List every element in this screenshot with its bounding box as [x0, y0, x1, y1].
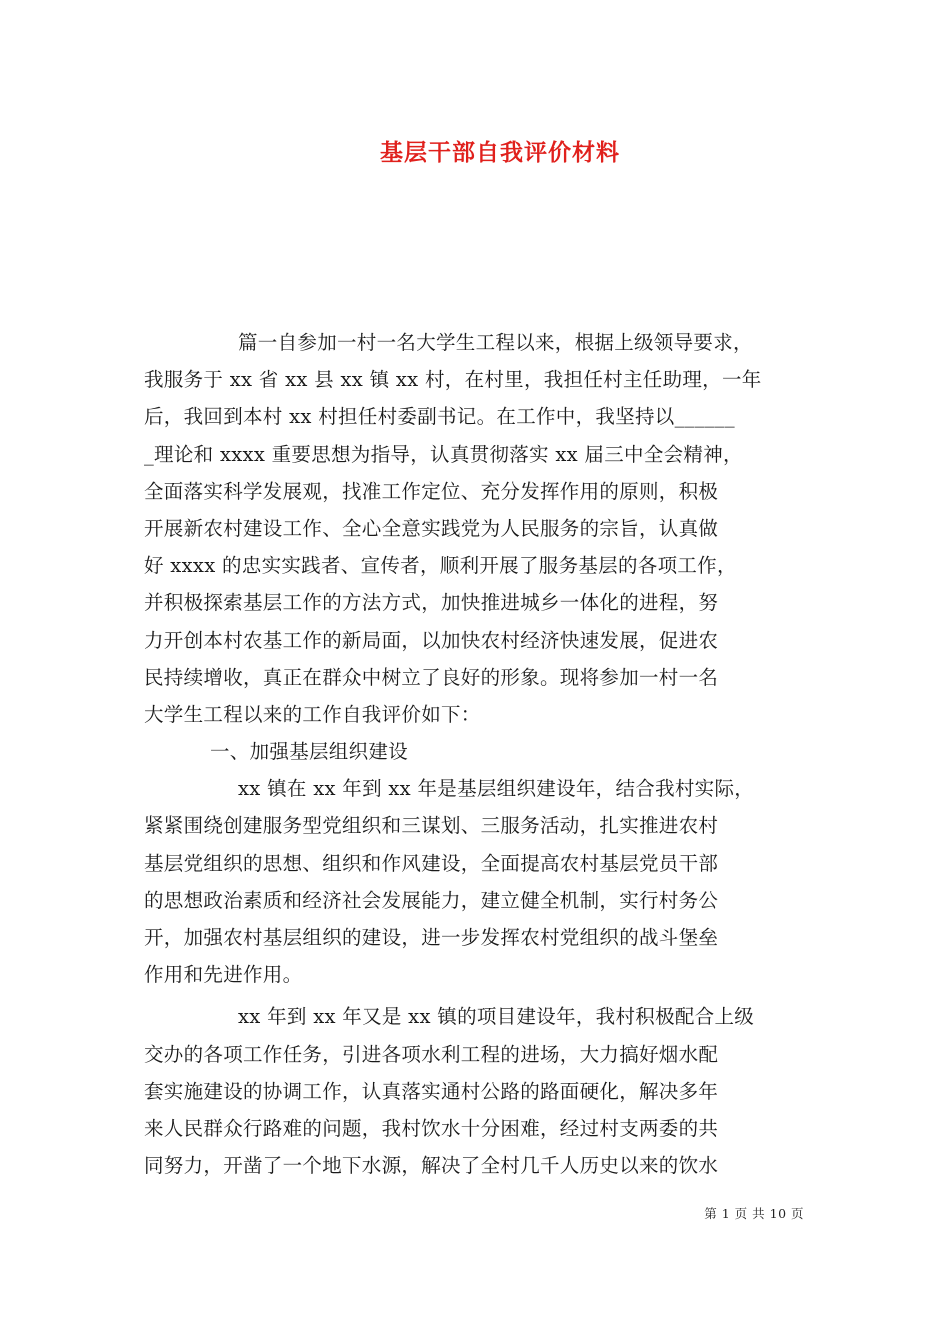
- paragraph-line: 并积极探索基层工作的方法方式，加快推进城乡一体化的进程，努: [144, 591, 719, 615]
- paragraph-line: 篇一自参加一村一名大学生工程以来，根据上级领导要求，: [238, 331, 753, 354]
- paragraph-line: 好 xxxx 的忠实实践者、宣传者，顺利开展了服务基层的各项工作，: [144, 554, 737, 578]
- paragraph-line: 民持续增收，真正在群众中树立了良好的形象。现将参加一村一名: [144, 665, 719, 689]
- paragraph-line: 全面落实科学发展观，找准工作定位、充分发挥作用的原则，积极: [144, 479, 719, 503]
- paragraph-line: 力开创本村农基工作的新局面，以加快农村经济快速发展，促进农: [144, 628, 719, 652]
- paragraph-line: 的思想政治素质和经济社会发展能力，建立健全机制，实行村务公: [144, 888, 719, 912]
- paragraph-line: 套实施建设的协调工作，认真落实通村公路的路面硬化，解决多年: [144, 1079, 719, 1103]
- document-title: 基层干部自我评价材料: [380, 139, 620, 166]
- paragraph-line: 来人民群众行路难的问题，我村饮水十分困难，经过村支两委的共: [144, 1116, 719, 1140]
- paragraph-line: _理论和 xxxx 重要思想为指导，认真贯彻落实 xx 届三中全会精神，: [144, 442, 743, 466]
- paragraph-line: 同努力，开凿了一个地下水源，解决了全村几千人历史以来的饮水: [144, 1154, 719, 1178]
- paragraph-line: 后，我回到本村 xx 村担任村委副书记。在工作中，我坚持以______: [144, 405, 735, 429]
- paragraph-line: 交办的各项工作任务，引进各项水利工程的进场，大力搞好烟水配: [144, 1042, 719, 1066]
- document-body: [144, 324, 808, 1184]
- section-heading: 一、加强基层组织建设: [210, 740, 409, 764]
- paragraph-line: 开展新农村建设工作、全心全意实践党为人民服务的宗旨，认真做: [144, 516, 719, 540]
- paragraph-line: 我服务于 xx 省 xx 县 xx 镇 xx 村，在村里，我担任村主任助理，一年: [144, 368, 762, 392]
- paragraph-line: 开，加强农村基层组织的建设，进一步发挥农村党组织的战斗堡垒: [144, 926, 719, 949]
- paragraph-line: 作用和先进作用。: [144, 963, 303, 987]
- paragraph-line: xx 年到 xx 年又是 xx 镇的项目建设年，我村积极配合上级: [238, 1005, 755, 1029]
- paragraph-line: xx 镇在 xx 年到 xx 年是基层组织建设年，结合我村实际，: [238, 777, 755, 801]
- page-number-footer: 第 1 页 共 10 页: [704, 1206, 804, 1221]
- paragraph-line: 基层党组织的思想、组织和作风建设，全面提高农村基层党员干部: [144, 851, 719, 875]
- paragraph-line: 紧紧围绕创建服务型党组织和三谋划、三服务活动，扎实推进农村: [144, 814, 719, 838]
- paragraph-line: 大学生工程以来的工作自我评价如下：: [144, 702, 481, 726]
